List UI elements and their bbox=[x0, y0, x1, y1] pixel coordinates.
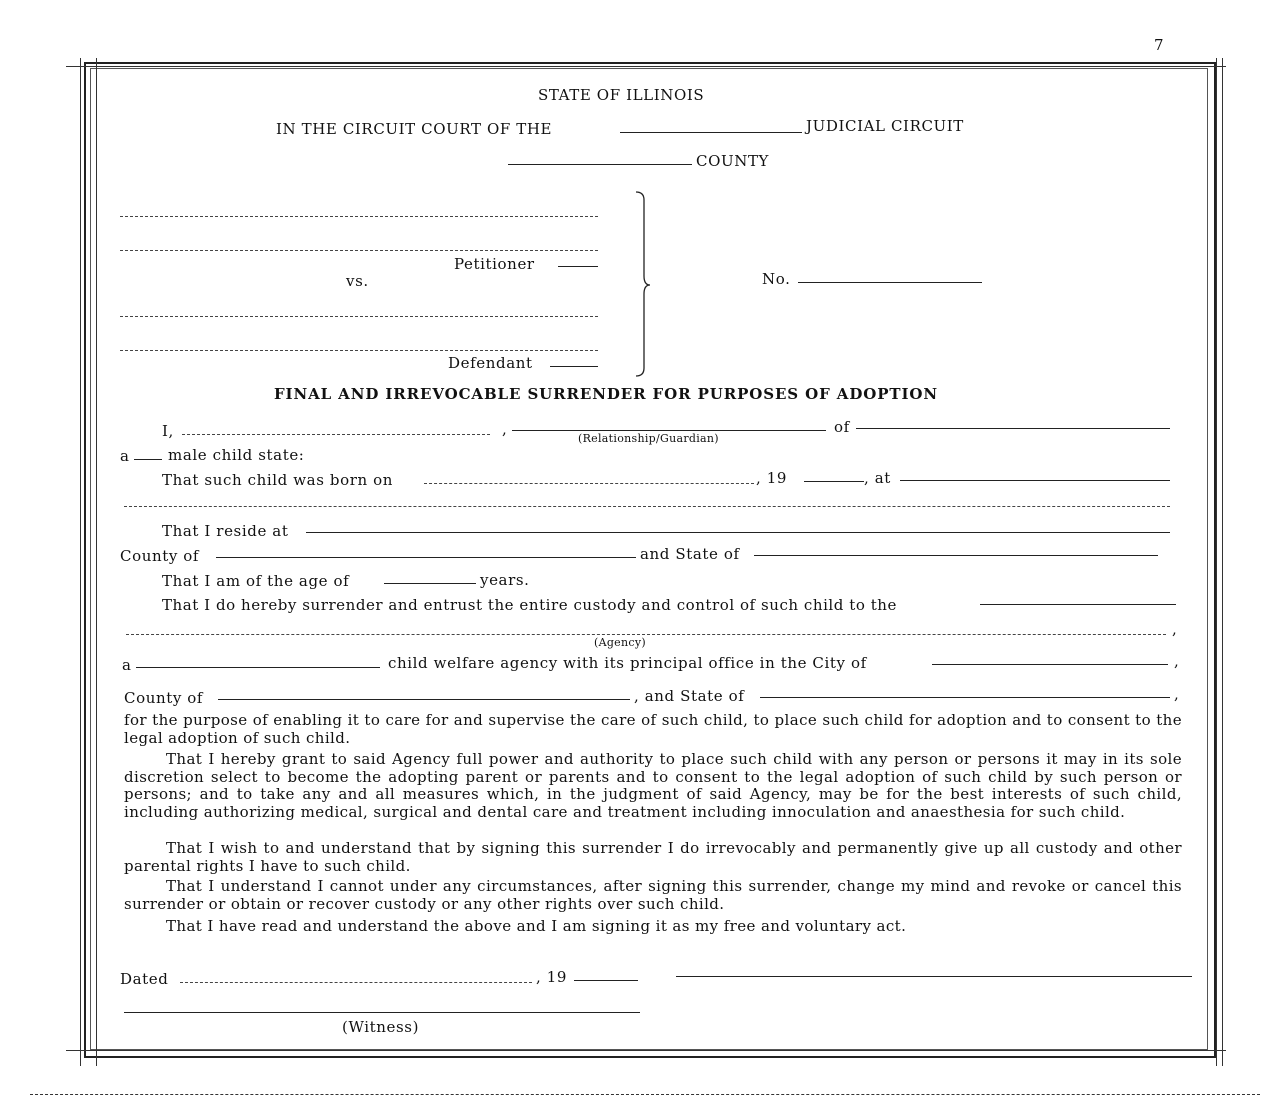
judicial-circuit-label: JUDICIAL CIRCUIT bbox=[806, 117, 964, 135]
petitioner-line-2[interactable] bbox=[120, 250, 598, 251]
border-tick bbox=[1216, 58, 1217, 1066]
defendant-suffix-line bbox=[550, 366, 598, 367]
defendant-line-1[interactable] bbox=[120, 316, 598, 317]
agency-state-field[interactable] bbox=[760, 697, 1170, 698]
of-label: of bbox=[834, 418, 850, 436]
county-of-label: County of bbox=[120, 547, 200, 565]
a-label: a bbox=[120, 447, 130, 465]
border-tick bbox=[80, 58, 81, 1066]
agency-end-comma: , bbox=[1172, 620, 1178, 638]
defendant-line-2[interactable] bbox=[120, 350, 598, 351]
vs-label: vs. bbox=[346, 272, 369, 290]
residence-county-field[interactable] bbox=[216, 557, 636, 558]
agency-county-label: County of bbox=[124, 689, 204, 707]
witness-field[interactable] bbox=[124, 1012, 640, 1013]
and-state-of-label: and State of bbox=[640, 545, 740, 563]
court-heading: IN THE CIRCUIT COURT OF THE bbox=[276, 120, 553, 138]
circuit-number-field[interactable] bbox=[620, 132, 802, 133]
i-label: I, bbox=[162, 422, 174, 440]
years-label: years. bbox=[480, 571, 530, 589]
border-tick bbox=[66, 66, 1226, 67]
birth-year-field[interactable] bbox=[804, 481, 864, 482]
page-number: 7 bbox=[1154, 36, 1165, 54]
gender-field[interactable] bbox=[134, 459, 162, 460]
petitioner-label: Petitioner bbox=[454, 255, 535, 273]
age-label: That I am of the age of bbox=[162, 572, 350, 590]
city-end-comma: , bbox=[1174, 652, 1180, 670]
agency-name-field[interactable] bbox=[126, 634, 1166, 635]
year-prefix: , 19 bbox=[756, 469, 788, 487]
child-state-label: male child state: bbox=[168, 446, 305, 464]
relationship-caption: (Relationship/Guardian) bbox=[578, 432, 719, 445]
purpose-paragraph: for the purpose of enabling it to care for and supervise the care of such child, to place such child for adoption and to consent to the legal adoption of such child. bbox=[124, 711, 1182, 747]
name-field[interactable] bbox=[182, 434, 490, 435]
comma: , bbox=[502, 420, 508, 438]
birth-place-field[interactable] bbox=[900, 480, 1170, 481]
border-tick bbox=[96, 58, 97, 1066]
age-field[interactable] bbox=[384, 583, 476, 584]
agency-county-field[interactable] bbox=[218, 699, 630, 700]
bracket-path bbox=[636, 192, 650, 376]
dated-year-prefix: , 19 bbox=[536, 968, 568, 986]
county-name-field[interactable] bbox=[508, 164, 692, 165]
form-title: FINAL AND IRREVOCABLE SURRENDER FOR PURPOSES OF ADOPTION bbox=[274, 385, 938, 403]
case-number-field[interactable] bbox=[798, 282, 982, 283]
case-number-label: No. bbox=[762, 270, 791, 288]
defendant-label: Defendant bbox=[448, 354, 533, 372]
state-end-comma: , bbox=[1174, 685, 1180, 703]
border-tick bbox=[66, 1050, 1226, 1051]
border-tick bbox=[1222, 58, 1223, 1066]
a-label-2: a bbox=[122, 656, 132, 674]
reside-label: That I reside at bbox=[162, 522, 289, 540]
at-label: , at bbox=[864, 469, 891, 487]
welfare-clause: child welfare agency with its principal office in the City of bbox=[388, 654, 867, 672]
agency-state-label: , and State of bbox=[634, 687, 745, 705]
agency-caption: (Agency) bbox=[594, 636, 646, 649]
agency-city-field[interactable] bbox=[932, 664, 1168, 665]
irrevocable-paragraph: That I understand I cannot under any circumstances, after signing this surrender, change my mind and revoke or cancel this surrender or obtain or recover custody or any other rights over such child. bbox=[124, 877, 1182, 913]
birth-date-field[interactable] bbox=[424, 483, 754, 484]
caption-bracket bbox=[632, 190, 656, 380]
state-heading: STATE OF ILLINOIS bbox=[538, 86, 705, 104]
voluntary-paragraph: That I have read and understand the above and I am signing it as my free and voluntary act. bbox=[166, 917, 907, 935]
witness-caption: (Witness) bbox=[342, 1018, 420, 1036]
agency-type-field[interactable] bbox=[136, 667, 380, 668]
county-label: COUNTY bbox=[696, 152, 770, 170]
dated-label: Dated bbox=[120, 970, 169, 988]
page-edge bbox=[30, 1094, 1260, 1095]
residence-state-field[interactable] bbox=[754, 555, 1158, 556]
residence-field[interactable] bbox=[306, 532, 1170, 533]
signature-field[interactable] bbox=[676, 976, 1192, 977]
dated-field[interactable] bbox=[180, 982, 532, 983]
birth-place-line-2[interactable] bbox=[124, 506, 1170, 507]
authority-paragraph: That I hereby grant to said Agency full power and authority to place such child with any person or persons it may in its sole discretion select to become the adopting parent or parents and to consent to the legal adoption of such child by such person or persons; and to take any and all measures which, in the judgment of said Agency, may be for the best interests of such child, including authorizing medical, surgical and dental care and treatment including innoculation and anaesthesia for such child. bbox=[124, 750, 1182, 821]
born-on-label: That such child was born on bbox=[162, 471, 393, 489]
agency-field-1[interactable] bbox=[980, 604, 1176, 605]
petitioner-line-1[interactable] bbox=[120, 216, 598, 217]
address-field[interactable] bbox=[856, 428, 1170, 429]
petitioner-suffix-line bbox=[558, 266, 598, 267]
rights-paragraph: That I wish to and understand that by signing this surrender I do irrevocably and permanently give up all custody and other parental rights I have to such child. bbox=[124, 839, 1182, 875]
dated-year-field[interactable] bbox=[574, 980, 638, 981]
surrender-clause: That I do hereby surrender and entrust the entire custody and control of such child to the bbox=[162, 596, 897, 614]
relationship-field[interactable] bbox=[512, 430, 826, 431]
